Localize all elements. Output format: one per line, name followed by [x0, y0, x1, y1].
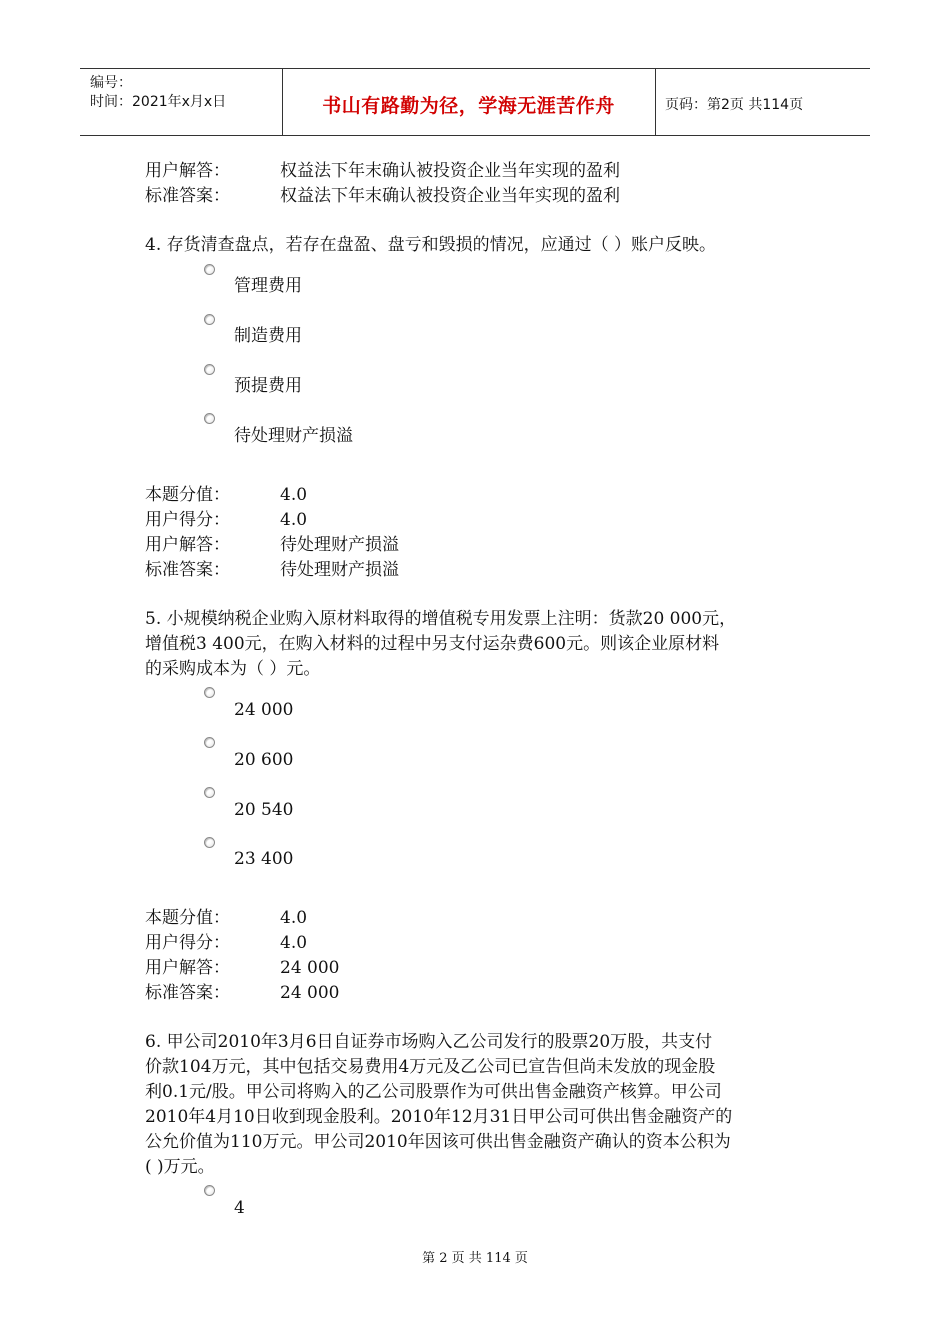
q5-user-score-label: 用户得分： [145, 933, 230, 953]
q4-option-radio[interactable] [204, 314, 215, 325]
q5-text-line: 5. 小规模纳税企业购入原材料取得的增值税专用发票上注明：货款20 000元， [145, 609, 737, 629]
q4-score-label: 本题分值： [145, 485, 230, 505]
header-motto-cell [282, 69, 656, 135]
prev-std-answer: 权益法下年末确认被投资企业当年实现的盈利 [280, 186, 620, 206]
prev-std-answer-label: 标准答案： [145, 186, 230, 206]
q4-option-radio[interactable] [204, 364, 215, 375]
q6-text-line: 利0.1元/股。甲公司将购入的乙公司股票作为可供出售金融资产核算。甲公司 [145, 1082, 722, 1102]
q5-option-radio[interactable] [204, 737, 215, 748]
q5-option-label: 20 600 [234, 750, 294, 770]
q5-text-line: 增值税3 400元，在购入材料的过程中另支付运杂费600元。则该企业原材料 [145, 634, 720, 654]
q4-std-answer-label: 标准答案： [145, 560, 230, 580]
q5-user-answer-label: 用户解答： [145, 958, 230, 978]
q4-option-radio[interactable] [204, 264, 215, 275]
q4-text: 4. 存货清查盘点，若存在盘盈、盘亏和毁损的情况，应通过（ ）账户反映。 [145, 235, 717, 255]
q5-score: 4.0 [280, 908, 308, 928]
prev-user-answer-label: 用户解答： [145, 161, 230, 181]
q4-option-label: 预提费用 [234, 376, 302, 396]
serial-label: 编号： [90, 75, 132, 91]
q6-text-line: 公允价值为110万元。甲公司2010年因该可供出售金融资产确认的资本公积为 [145, 1132, 731, 1152]
header-right-cell [655, 69, 870, 135]
q5-score-label: 本题分值： [145, 908, 230, 928]
header-left-cell [80, 69, 283, 135]
q6-option-label: 4 [234, 1198, 245, 1218]
q5-option-radio[interactable] [204, 837, 215, 848]
page-header [80, 68, 870, 136]
q5-std-answer-label: 标准答案： [145, 983, 230, 1003]
q5-option-label: 24 000 [234, 700, 294, 720]
q4-user-score: 4.0 [280, 510, 308, 530]
q6-text-line: ( )万元。 [145, 1157, 215, 1177]
q5-option-label: 20 540 [234, 800, 294, 820]
q6-text-line: 价款104万元，其中包括交易费用4万元及乙公司已宣告但尚未发放的现金股 [145, 1057, 716, 1077]
motto: 书山有路勤为径，学海无涯苦作舟 [322, 95, 615, 117]
q5-std-answer: 24 000 [280, 983, 340, 1003]
q4-option-label: 制造费用 [234, 326, 302, 346]
page-footer: 第 2 页 共 114 页 [422, 1251, 528, 1266]
prev-user-answer: 权益法下年末确认被投资企业当年实现的盈利 [280, 161, 620, 181]
q5-option-label: 23 400 [234, 849, 294, 869]
q4-user-answer: 待处理财产损溢 [280, 535, 399, 555]
q4-user-answer-label: 用户解答： [145, 535, 230, 555]
q6-text-line: 6. 甲公司2010年3月6日自证券市场购入乙公司发行的股票20万股，共支付 [145, 1032, 713, 1052]
q5-text-line: 的采购成本为（ ）元。 [145, 659, 321, 679]
q5-option-radio[interactable] [204, 787, 215, 798]
date-label: 时间：2021年x月x日 [90, 94, 227, 110]
q5-user-answer: 24 000 [280, 958, 340, 978]
q4-score: 4.0 [280, 485, 308, 505]
page-info: 页码：第2页 共114页 [665, 97, 804, 113]
q5-user-score: 4.0 [280, 933, 308, 953]
q4-option-label: 待处理财产损溢 [234, 426, 353, 446]
q4-std-answer: 待处理财产损溢 [280, 560, 399, 580]
q6-text-line: 2010年4月10日收到现金股利。2010年12月31日甲公司可供出售金融资产的 [145, 1107, 733, 1127]
q5-option-radio[interactable] [204, 687, 215, 698]
q4-option-radio[interactable] [204, 413, 215, 424]
q4-option-label: 管理费用 [234, 276, 302, 296]
q6-option-radio[interactable] [204, 1185, 215, 1196]
q4-user-score-label: 用户得分： [145, 510, 230, 530]
